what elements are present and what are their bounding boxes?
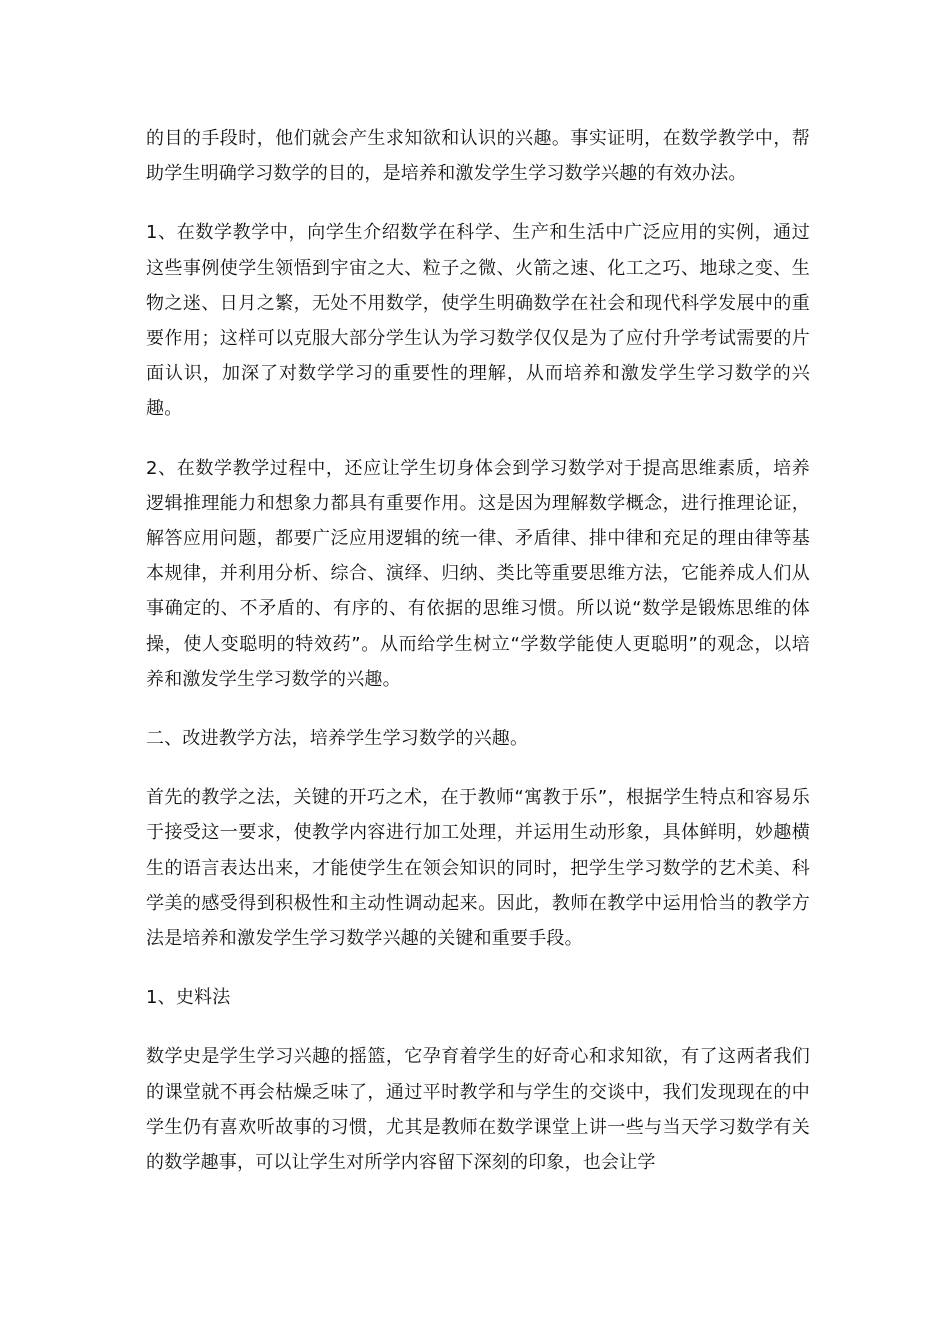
paragraph-teaching-methods-intro: 首先的教学之法，关键的开巧之术，在于教师“寓教于乐”，根据学生特点和容易乐于接受这一要求，使教学内容进行加工处理，并运用生动形象，具体鲜明，妙趣横生的语言表达出来，才能使学生在领会知识的同时，把学生学习数学的艺术美、科学美的感受得到积极性和主动性调动起来。因此，教师在教学中运用恰当的教学方法是培养和激发学生学习数学兴趣的关键和重要手段。 xyxy=(146,787,810,950)
subheading-historical-method: 1、史料法 xyxy=(146,987,231,1009)
paragraph-purpose-conclusion: 的目的手段时，他们就会产生求知欲和认识的兴趣。事实证明，在数学教学中，帮助学生明确学习数学的目的，是培养和激发学生学习数学兴趣的有效办法。 xyxy=(146,128,810,185)
document-body xyxy=(146,121,810,1204)
paragraph-point-2-thinking: 2、在数学教学过程中，还应让学生切身体会到学习数学对于提高思维素质，培养逻辑推理能力和想象力都具有重要作用。这是因为理解数学概念，进行推理论证，解答应用问题，都要广泛应用逻辑的统一律、矛盾律、排中律和充足的理由律等基本规律，并利用分析、综合、演绎、归纳、类比等重要思维方法，它能养成人们从事确定的、不矛盾的、有序的、有依据的思维习惯。所以说“数学是锻炼思维的体操，使人变聪明的特效药”。从而给学生树立“学数学能使人更聪明”的观念，以培养和激发学生学习数学的兴趣。 xyxy=(146,457,810,690)
paragraph-math-history: 数学史是学生学习兴趣的摇篮，它孕育着学生的好奇心和求知欲，有了这两者我们的课堂就不再会枯燥乏味了，通过平时教学和与学生的交谈中，我们发现现在的中学生仍有喜欢听故事的习惯，尤其是教师在数学课堂上讲一些与当天学习数学有关的数学趣事，可以让学生对所学内容留下深刻的印象，也会让学 xyxy=(146,1046,810,1174)
section-heading-teaching-methods: 二、改进教学方法，培养学生学习数学的兴趣。 xyxy=(146,728,529,750)
paragraph-point-1-applications: 1、在数学教学中，向学生介绍数学在科学、生产和生活中广泛应用的实例，通过这些事例使学生领悟到宇宙之大、粒子之微、火箭之速、化工之巧、地球之变、生物之迷、日月之繁，无处不用数学，使学生明确数学在社会和现代科学发展中的重要作用；这样可以克服大部分学生认为学习数学仅仅是为了应付升学考试需要的片面认识，加深了对数学学习的重要性的理解，从而培养和激发学生学习数学的兴趣。 xyxy=(146,222,810,420)
